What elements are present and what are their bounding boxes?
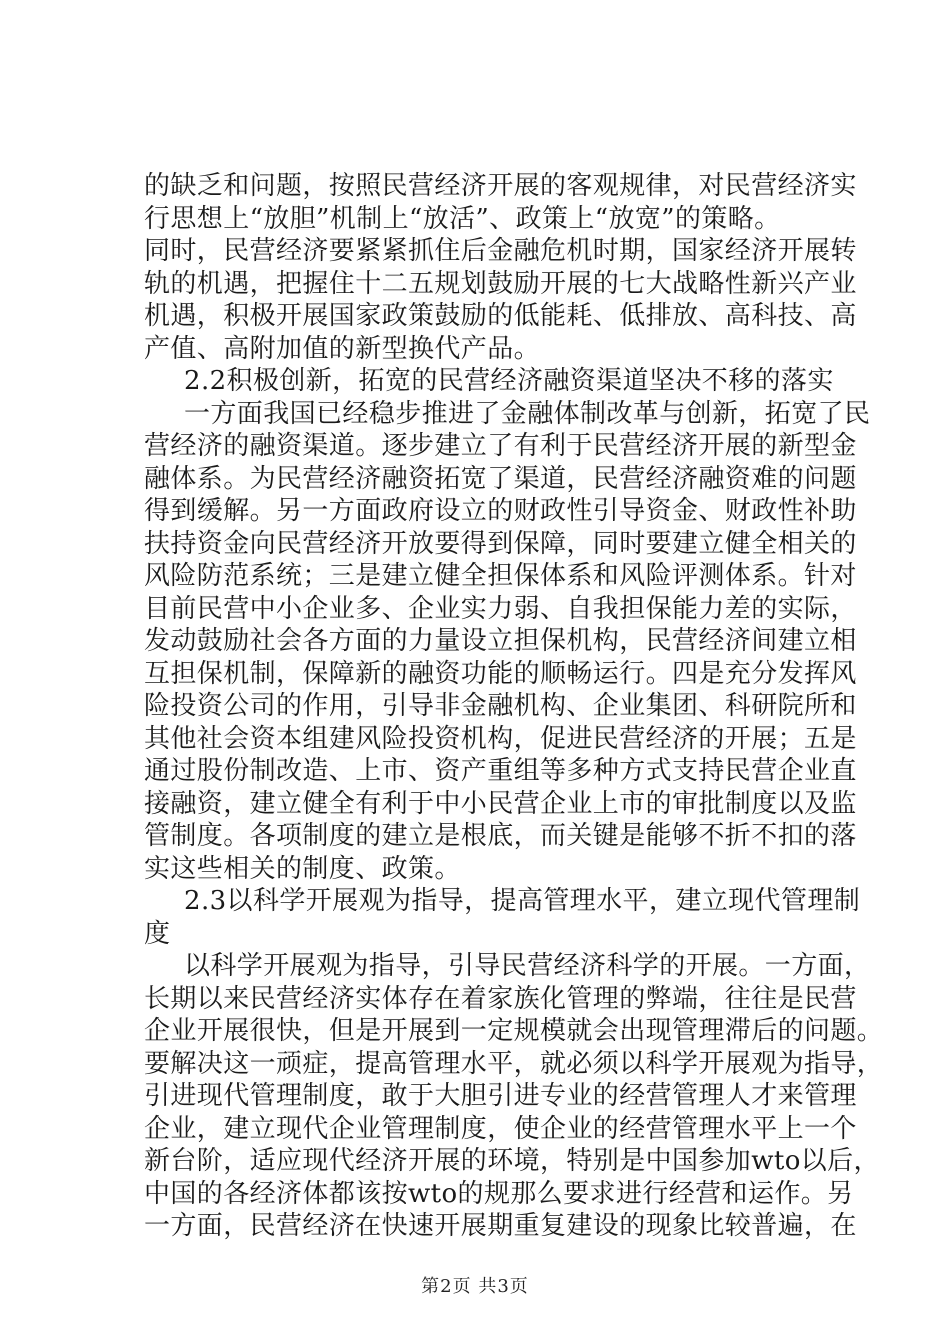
page-footer: 第2页 共3页 [421, 1276, 529, 1297]
text-line: 2.2积极创新，拓宽的民营经济融资渠道坚决不移的落实 [184, 366, 834, 396]
text-line: 险投资公司的作用，引导非金融机构、企业集团、科研院所和 [144, 691, 857, 721]
text-line: 同时，民营经济要紧紧抓住后金融危机时期，国家经济开展转 [144, 236, 857, 266]
text-line: 通过股份制改造、上市、资产重组等多种方式支持民营企业直 [144, 756, 857, 786]
text-line: 机遇，积极开展国家政策鼓励的低能耗、低排放、高科技、高 [144, 301, 857, 331]
text-line: 扶持资金向民营经济开放要得到保障，同时要建立健全相关的 [144, 528, 857, 559]
text-line: 引进现代管理制度，敢于大胆引进专业的经营管理人才来管理 [144, 1081, 857, 1111]
text-line: 以科学开展观为指导，引导民营经济科学的开展。一方面， [184, 951, 871, 981]
text-line: 企业开展很快，但是开展到一定规模就会出现管理滞后的问题。 [144, 1016, 884, 1046]
text-line: 要解决这一顽症，提高管理水平，就必须以科学开展观为指导， [144, 1048, 884, 1079]
document-body [144, 170, 884, 1243]
text-line: 企业，建立现代企业管理制度，使企业的经营管理水平上一个 [144, 1113, 857, 1144]
text-line: 一方面我国已经稳步推进了金融体制改革与创新，拓宽了民 [184, 398, 871, 429]
text-line: 的缺乏和问题，按照民营经济开展的客观规律，对民营经济实 [144, 171, 857, 201]
text-line: 产值、高附加值的新型换代产品。 [144, 333, 541, 364]
text-line: 长期以来民营经济实体存在着家族化管理的弊端，往往是民营 [144, 983, 857, 1014]
text-line: 其他社会资本组建风险投资机构，促进民营经济的开展；五是 [144, 723, 857, 754]
text-line: 实这些相关的制度、政策。 [144, 853, 461, 884]
text-line: 新台阶，适应现代经济开展的环境，特别是中国参加wto以后， [144, 1146, 880, 1176]
text-line: 管制度。各项制度的建立是根底，而关键是能够不折不扣的落 [144, 821, 857, 851]
text-line: 行思想上“放胆”机制上“放活”、政策上“放宽”的策略。 [144, 203, 781, 234]
text-line: 2.3以科学开展观为指导，提高管理水平，建立现代管理制 [184, 886, 861, 916]
text-line: 营经济的融资渠道。逐步建立了有利于民营经济开展的新型金 [144, 431, 857, 461]
text-line: 得到缓解。另一方面政府设立的财政性引导资金、财政性补助 [144, 496, 857, 526]
text-line: 轨的机遇，把握住十二五规划鼓励开展的七大战略性新兴产业 [144, 268, 857, 299]
text-line: 融体系。为民营经济融资拓宽了渠道，民营经济融资难的问题 [144, 463, 857, 494]
text-line: 一方面，民营经济在快速开展期重复建设的现象比较普遍，在 [144, 1211, 857, 1241]
text-line: 目前民营中小企业多、企业实力弱、自我担保能力差的实际， [144, 593, 857, 624]
text-line: 接融资，建立健全有利于中小民营企业上市的审批制度以及监 [144, 788, 857, 819]
text-line: 发动鼓励社会各方面的力量设立担保机构，民营经济间建立相 [144, 626, 857, 656]
text-line: 风险防范系统；三是建立健全担保体系和风险评测体系。针对 [144, 561, 857, 591]
text-line: 中国的各经济体都该按wto的规那么要求进行经营和运作。另 [144, 1178, 854, 1209]
text-line: 互担保机制，保障新的融资功能的顺畅运行。四是充分发挥风 [144, 658, 857, 689]
text-line: 度 [144, 918, 171, 949]
